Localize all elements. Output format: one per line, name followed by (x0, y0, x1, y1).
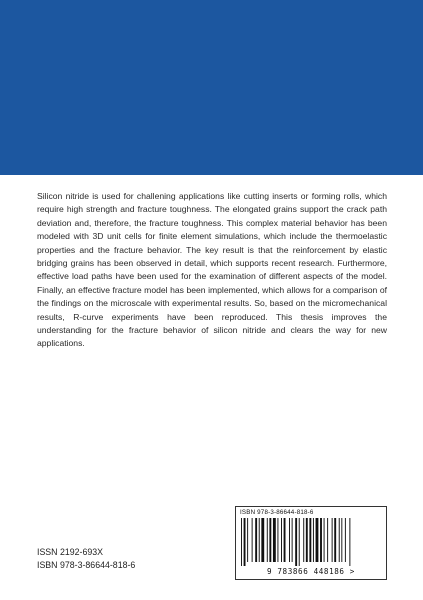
back-cover-abstract: Silicon nitride is used for challening applications like cutting inserts or forming rolls, which require high strength and fracture toughness. The elongated grains support the crack path deviation and, therefore, the fracture toughness. This complex material behavior has been modeled with 3D unit cells for finite element simulations, which include the thermoelastic properties and the fracture behavior. The key result is that the reinforcement by elastic bridging grains has been observed in detail, which supports recent research. Furthermore, effective load paths have been used for the examination of different aspects of the model. Finally, an effective fracture model has been implemented, which allows for a comparison of the findings on the microscale with experimental results. So, based on the micromechanical results, R-curve experiments have been reproduced. This thesis improves the understanding for the fracture behavior of silicon nitride and clears the way for new applications. (37, 191, 387, 349)
isbn-label: ISBN 978-3-86644-818-6 (37, 560, 136, 570)
barcode-bars-graphic (240, 518, 383, 566)
cover-top-band (0, 0, 423, 175)
barcode-digits: 9 783866 448186 > (267, 567, 355, 576)
isbn-barcode (235, 506, 387, 580)
issn-label: ISSN 2192-693X (37, 547, 104, 557)
identifier-block (37, 546, 135, 572)
barcode-isbn-label: ISBN 978-3-86644-818-6 (240, 509, 314, 516)
